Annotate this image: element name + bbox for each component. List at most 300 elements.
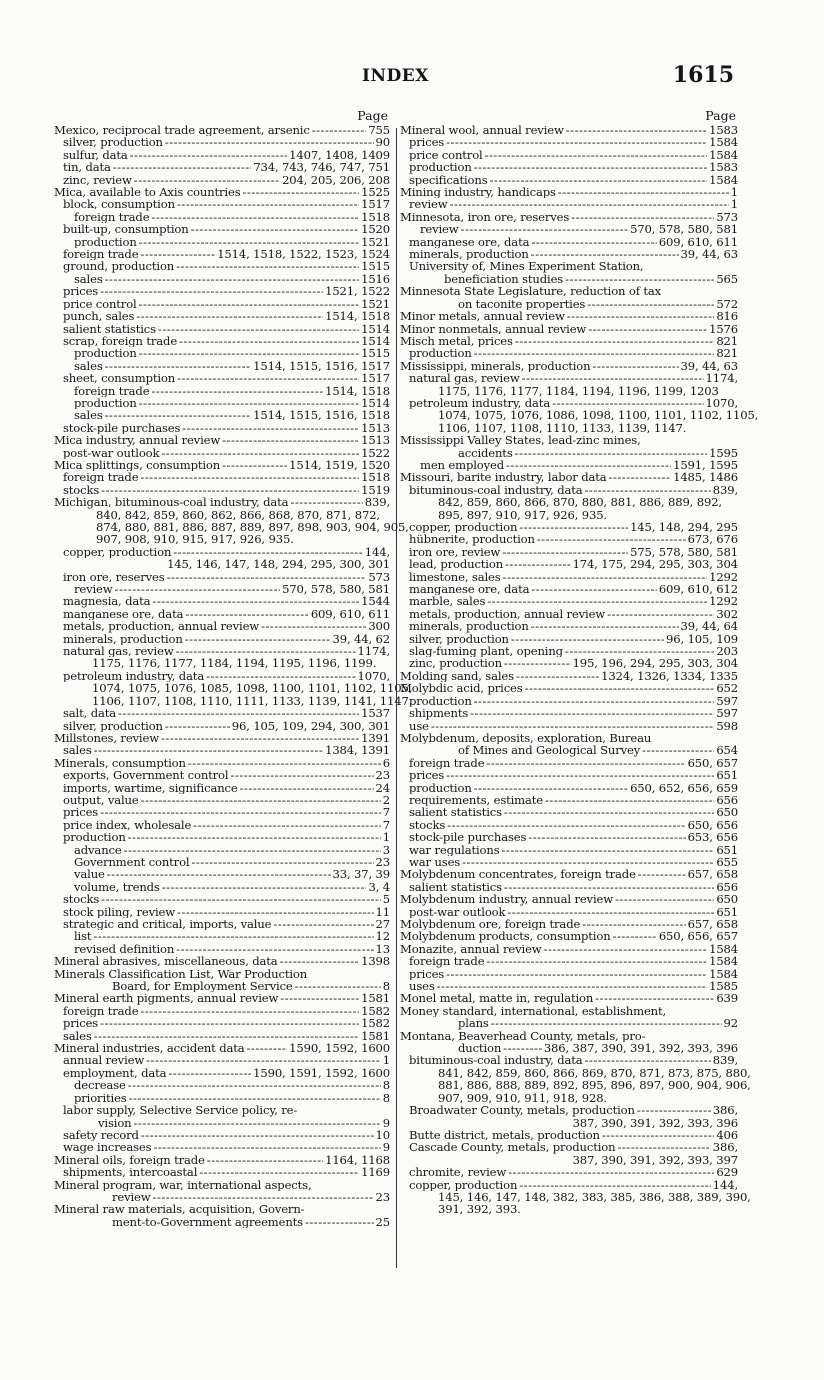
dot-leader bbox=[273, 918, 373, 930]
dot-leader bbox=[582, 918, 685, 930]
entry-pages: 24 bbox=[375, 781, 390, 794]
dot-leader bbox=[222, 459, 287, 471]
dot-leader bbox=[140, 471, 359, 483]
entry-continuation: 145, 146, 147, 148, 294, 295, 300, 301 bbox=[167, 557, 390, 572]
index-entry bbox=[400, 657, 738, 669]
index-entry bbox=[54, 223, 390, 235]
entry-term: natural gas, review bbox=[409, 372, 520, 385]
entry-continuation: 881, 886, 888, 889, 892, 895, 896, 897, 900, 904, 906, bbox=[438, 1078, 751, 1093]
dot-leader bbox=[188, 757, 381, 769]
dot-leader bbox=[531, 236, 656, 248]
index-entry bbox=[54, 161, 390, 173]
entry-pages: 755 bbox=[368, 124, 390, 137]
entry-term: Molybdenum concentrates, foreign trade bbox=[400, 868, 636, 881]
entry-term: Minnesota, iron ore, reserves bbox=[400, 210, 570, 224]
entry-term: marble, sales bbox=[409, 595, 486, 608]
dot-leader bbox=[177, 372, 359, 384]
dot-leader bbox=[247, 1042, 288, 1054]
entry-pages: 651 bbox=[716, 905, 738, 918]
index-entry bbox=[400, 459, 738, 471]
entry-pages: 1514 bbox=[361, 322, 390, 335]
dot-leader bbox=[93, 930, 373, 942]
entry-term: metals, production, annual review bbox=[409, 607, 606, 621]
dot-leader bbox=[585, 1054, 711, 1066]
dot-leader bbox=[153, 1141, 380, 1153]
entry-term: sales bbox=[63, 1029, 92, 1043]
entry-pages: 1516 bbox=[361, 272, 390, 286]
dot-leader bbox=[474, 782, 628, 794]
index-entry bbox=[400, 844, 738, 856]
entry-term: stock-pile purchases bbox=[63, 421, 181, 435]
dot-leader bbox=[134, 174, 280, 186]
index-entry bbox=[54, 1129, 390, 1141]
index-entry bbox=[54, 1042, 390, 1054]
entry-pages: 1407, 1408, 1409 bbox=[289, 148, 390, 162]
entry-term: men employed bbox=[420, 458, 505, 472]
entry-term: silver, production bbox=[63, 719, 163, 732]
entry-term: prices bbox=[409, 967, 445, 981]
entry-pages: 8 bbox=[382, 980, 390, 993]
entry-term: manganese ore, data bbox=[409, 235, 530, 249]
entry-term: Misch metal, prices bbox=[400, 334, 513, 348]
entry-term: Mississippi Valley States, lead-zinc mines, bbox=[400, 434, 641, 447]
index-entry bbox=[400, 782, 738, 794]
index-entry bbox=[54, 633, 390, 645]
entry-term: tin, data bbox=[63, 161, 111, 174]
entry-term: manganese ore, data bbox=[63, 607, 184, 621]
entry-term: Monazite, annual review bbox=[400, 942, 542, 956]
dot-leader bbox=[101, 484, 359, 496]
index-entry bbox=[400, 533, 738, 545]
dot-leader bbox=[461, 223, 629, 235]
entry-pages: 195, 196, 294, 295, 303, 304 bbox=[572, 657, 738, 670]
page-column-label: Page bbox=[705, 108, 736, 123]
entry-pages: 651 bbox=[716, 843, 738, 856]
entry-pages: 39, 44, 64 bbox=[680, 620, 738, 633]
index-entry bbox=[400, 769, 738, 781]
entry-pages: 23 bbox=[375, 1190, 390, 1204]
entry-pages: 1590, 1591, 1592, 1600 bbox=[253, 1066, 390, 1080]
entry-term: shipments, intercoastal bbox=[63, 1166, 198, 1179]
entry-term: sales bbox=[74, 409, 103, 422]
index-entry bbox=[54, 434, 390, 446]
entry-pages: 174, 175, 294, 295, 303, 304 bbox=[572, 558, 738, 571]
entry-term: production bbox=[63, 831, 126, 844]
entry-pages: 652 bbox=[716, 682, 738, 695]
dot-leader bbox=[613, 930, 657, 942]
index-entry bbox=[54, 1030, 390, 1042]
entry-term: punch, sales bbox=[63, 310, 135, 323]
entry-term: war regulations bbox=[409, 843, 500, 856]
dot-leader bbox=[525, 682, 715, 694]
index-entry bbox=[400, 906, 738, 918]
entry-pages: 406 bbox=[716, 1128, 738, 1142]
entry-continuation: 1074, 1075, 1076, 1086, 1098, 1100, 1101, 1102, 1105, bbox=[438, 408, 759, 423]
entry-term: war uses bbox=[409, 855, 461, 869]
entry-term: advance bbox=[74, 843, 122, 856]
entry-continuation: 1106, 1107, 1108, 1110, 1111, 1133, 1139, 1141, 1147. bbox=[92, 693, 413, 708]
entry-continuation: 874, 880, 881, 886, 887, 889, 897, 898, 903, 904, 905, bbox=[96, 520, 409, 534]
index-entry bbox=[54, 881, 390, 893]
entry-continuation: Board, for Employment Service bbox=[112, 980, 293, 993]
dot-leader bbox=[207, 1154, 323, 1166]
entry-term: production bbox=[409, 694, 472, 708]
index-entry bbox=[400, 968, 738, 980]
index-entry bbox=[54, 645, 390, 670]
entry-term: Mineral earth pigments, annual review bbox=[54, 992, 279, 1005]
index-entry bbox=[400, 434, 738, 459]
dot-leader bbox=[243, 186, 360, 198]
index-entry bbox=[54, 323, 390, 335]
entry-term: chromite, review bbox=[409, 1166, 507, 1179]
dot-leader bbox=[503, 571, 708, 583]
entry-pages: 839, bbox=[712, 483, 738, 497]
entry-pages: 1584 bbox=[709, 136, 738, 149]
index-entry bbox=[400, 732, 738, 757]
entry-term: annual review bbox=[63, 1054, 145, 1067]
index-entry bbox=[54, 769, 390, 781]
index-entry bbox=[54, 968, 390, 993]
dot-leader bbox=[165, 136, 374, 148]
entry-term: Minerals, consumption bbox=[54, 756, 186, 770]
index-entry bbox=[400, 372, 738, 397]
entry-pages: 7 bbox=[382, 806, 390, 819]
entry-pages: 39, 44, 63 bbox=[680, 359, 738, 373]
entry-pages: 203 bbox=[716, 645, 738, 658]
dot-leader bbox=[587, 298, 714, 310]
index-entry bbox=[54, 397, 390, 409]
index-entry bbox=[400, 161, 738, 173]
index-entry bbox=[54, 347, 390, 359]
dot-leader bbox=[642, 744, 714, 756]
entry-pages: 1518 bbox=[361, 210, 390, 224]
entry-continuation: 145, 146, 147, 148, 382, 383, 385, 386, 388, 389, 390, bbox=[438, 1189, 751, 1204]
entry-term: Mineral program, war, international aspects, bbox=[54, 1178, 312, 1191]
index-entry bbox=[54, 372, 390, 384]
index-entry bbox=[54, 422, 390, 434]
dot-leader bbox=[617, 1141, 710, 1153]
index-entry bbox=[400, 720, 738, 732]
dot-leader bbox=[609, 471, 672, 483]
entry-pages: 1576 bbox=[709, 322, 738, 335]
entry-pages: 96, 105, 109, 294, 300, 301 bbox=[231, 719, 390, 732]
entry-pages: 650, 657 bbox=[687, 756, 738, 770]
entry-pages: 5 bbox=[382, 893, 390, 906]
index-entry bbox=[54, 583, 390, 595]
index-entry bbox=[400, 1030, 738, 1055]
entry-continuation: 907, 908, 910, 915, 917, 926, 935. bbox=[96, 532, 294, 547]
index-entry bbox=[54, 335, 390, 347]
entry-pages: 1174, bbox=[357, 645, 390, 658]
entry-term: University of, Mines Experiment Station, bbox=[409, 260, 644, 273]
entry-pages: 1595 bbox=[709, 446, 738, 459]
index-entry bbox=[400, 670, 738, 682]
entry-pages: 653, 656 bbox=[687, 831, 738, 844]
entry-term: bituminous-coal industry, data bbox=[409, 483, 583, 497]
entry-term: Millstones, review bbox=[54, 731, 159, 745]
entry-continuation: beneficiation studies bbox=[444, 272, 564, 286]
dot-leader bbox=[105, 409, 252, 421]
dot-leader bbox=[474, 161, 707, 173]
dot-leader bbox=[185, 633, 331, 645]
index-entry bbox=[54, 1154, 390, 1166]
entry-term: Mineral oils, foreign trade bbox=[54, 1153, 205, 1167]
index-entry bbox=[400, 1129, 738, 1141]
dot-leader bbox=[637, 1104, 711, 1116]
entry-pages: 1584 bbox=[709, 173, 738, 187]
dot-leader bbox=[133, 1117, 380, 1129]
entry-pages: 25 bbox=[375, 1215, 390, 1229]
dot-leader bbox=[504, 657, 571, 669]
index-entry bbox=[54, 310, 390, 322]
entry-pages: 1584 bbox=[709, 942, 738, 956]
dot-leader bbox=[519, 521, 628, 533]
dot-leader bbox=[141, 794, 381, 806]
index-column-right bbox=[400, 108, 759, 1217]
index-entry bbox=[54, 1017, 390, 1029]
entry-pages: 1391 bbox=[361, 731, 390, 745]
entry-pages: 573 bbox=[368, 570, 390, 584]
index-entry bbox=[400, 608, 738, 620]
page-title: INDEX bbox=[362, 66, 429, 86]
entry-pages: 1292 bbox=[709, 570, 738, 584]
entry-term: stocks bbox=[63, 483, 100, 497]
index-entry bbox=[400, 980, 738, 992]
index-entry bbox=[54, 385, 390, 397]
entry-continuation: 840, 842, 859, 860, 862, 866, 868, 870, 871, 872, bbox=[96, 507, 380, 522]
index-entry bbox=[54, 546, 390, 571]
entry-term: limestone, sales bbox=[409, 570, 501, 584]
index-entry bbox=[54, 930, 390, 942]
index-entry bbox=[400, 893, 738, 905]
index-entry bbox=[400, 707, 738, 719]
index-entry bbox=[54, 471, 390, 483]
entry-term: minerals, production bbox=[409, 620, 529, 633]
dot-leader bbox=[565, 645, 714, 657]
dot-leader bbox=[638, 868, 686, 880]
entry-pages: 565 bbox=[716, 272, 738, 286]
entry-term: Molybdenum ore, foreign trade bbox=[400, 918, 581, 931]
index-entry bbox=[400, 806, 738, 818]
index-entry bbox=[54, 236, 390, 248]
index-entry bbox=[54, 174, 390, 186]
entry-term: sales bbox=[74, 272, 103, 286]
index-entry bbox=[54, 260, 390, 272]
entry-term: Molybdenum, deposits, exploration, Bureau bbox=[400, 731, 652, 745]
dot-leader bbox=[595, 992, 714, 1004]
entry-term: exports, Government control bbox=[63, 769, 229, 782]
dot-leader bbox=[139, 397, 359, 409]
dot-leader bbox=[487, 595, 707, 607]
dot-leader bbox=[128, 1079, 381, 1091]
entry-continuation: 391, 392, 393. bbox=[438, 1202, 521, 1217]
entry-pages: 1398 bbox=[361, 955, 390, 968]
entry-pages: 650 bbox=[716, 893, 738, 906]
entry-term: sales bbox=[63, 744, 92, 757]
index-entry bbox=[54, 1166, 390, 1178]
index-entry bbox=[54, 844, 390, 856]
dot-leader bbox=[558, 186, 729, 198]
entry-term: foreign trade bbox=[74, 210, 150, 224]
index-entry bbox=[400, 645, 738, 657]
entry-pages: 1584 bbox=[709, 148, 738, 162]
entry-pages: 1070, bbox=[357, 669, 390, 683]
index-entry bbox=[400, 943, 738, 955]
entry-pages: 1591, 1595 bbox=[673, 458, 738, 472]
index-entry bbox=[400, 757, 738, 769]
entry-pages: 13 bbox=[375, 942, 390, 956]
entry-pages: 1537 bbox=[361, 707, 390, 720]
entry-term: prices bbox=[63, 1017, 99, 1030]
entry-pages: 1324, 1326, 1334, 1335 bbox=[601, 669, 738, 683]
index-entry bbox=[400, 918, 738, 930]
index-entry bbox=[54, 1067, 390, 1079]
entry-term: silver, production bbox=[63, 136, 163, 149]
entry-term: review bbox=[74, 583, 113, 596]
entry-pages: 39, 44, 63 bbox=[680, 248, 738, 261]
entry-pages: 573 bbox=[716, 210, 738, 224]
index-entry bbox=[54, 707, 390, 719]
index-entry bbox=[54, 744, 390, 756]
entry-term: salient statistics bbox=[409, 880, 502, 894]
dot-leader bbox=[161, 447, 359, 459]
entry-term: slag-fuming plant, opening bbox=[409, 645, 563, 658]
dot-leader bbox=[280, 955, 360, 967]
dot-leader bbox=[118, 707, 359, 719]
index-entry bbox=[400, 323, 738, 335]
dot-leader bbox=[312, 124, 367, 136]
entry-pages: 570, 578, 580, 581 bbox=[282, 583, 390, 596]
entry-pages: 96, 105, 109 bbox=[666, 632, 738, 646]
index-entry bbox=[54, 409, 390, 421]
entry-term: Mineral abrasives, miscellaneous, data bbox=[54, 955, 278, 968]
entry-term: specifications bbox=[409, 173, 488, 187]
entry-pages: 1521, 1522 bbox=[325, 285, 390, 298]
entry-term: stocks bbox=[409, 818, 446, 832]
entry-pages: 1520 bbox=[361, 223, 390, 236]
dot-leader bbox=[602, 1129, 714, 1141]
entry-term: Minor metals, annual review bbox=[400, 310, 565, 323]
dot-leader bbox=[502, 546, 628, 558]
entry-term: Cascade County, metals, production bbox=[409, 1141, 616, 1154]
entry-term: Mineral raw materials, acquisition, Govern- bbox=[54, 1203, 305, 1216]
entry-pages: 9 bbox=[382, 1116, 390, 1129]
dot-leader bbox=[199, 1166, 359, 1178]
index-entry bbox=[54, 620, 390, 632]
index-entry bbox=[400, 521, 738, 533]
dot-leader bbox=[566, 124, 707, 136]
index-entry bbox=[400, 211, 738, 223]
entry-pages: 609, 610, 611 bbox=[658, 235, 738, 249]
entry-pages: 386, 387, 390, 391, 392, 393, 396 bbox=[543, 1042, 738, 1055]
entry-term: Molybdenum products, consumption bbox=[400, 930, 611, 943]
dot-leader bbox=[450, 198, 729, 210]
entry-pages: 23 bbox=[375, 855, 390, 869]
index-entry bbox=[400, 819, 738, 831]
entry-pages: 6 bbox=[382, 756, 390, 770]
dot-leader bbox=[153, 1191, 374, 1203]
dot-leader bbox=[146, 1054, 381, 1066]
index-entry bbox=[54, 1203, 390, 1228]
dot-leader bbox=[240, 782, 374, 794]
entry-pages: 1584 bbox=[709, 967, 738, 981]
index-entry bbox=[400, 335, 738, 347]
dot-leader bbox=[588, 323, 707, 335]
dot-leader bbox=[531, 583, 656, 595]
index-entry bbox=[400, 856, 738, 868]
entry-pages: 598 bbox=[716, 719, 738, 732]
entry-pages: 609, 610, 611 bbox=[310, 607, 390, 621]
dot-leader bbox=[537, 533, 686, 545]
index-entry bbox=[400, 992, 738, 1004]
entry-term: built-up, consumption bbox=[63, 223, 189, 236]
entry-term: lead, production bbox=[409, 558, 504, 571]
index-entry bbox=[400, 360, 738, 372]
dot-leader bbox=[565, 273, 714, 285]
dot-leader bbox=[280, 992, 359, 1004]
index-entry bbox=[54, 1092, 390, 1104]
entry-pages: 839, bbox=[712, 1054, 738, 1067]
entry-term: hübnerite, production bbox=[409, 533, 535, 546]
dot-leader bbox=[486, 955, 707, 967]
dot-leader bbox=[446, 136, 707, 148]
entry-continuation: 895, 897, 910, 917, 926, 935. bbox=[438, 507, 607, 522]
entry-term: sales bbox=[74, 359, 103, 373]
dot-leader bbox=[193, 819, 381, 831]
dot-leader bbox=[567, 310, 715, 322]
entry-pages: 300 bbox=[368, 620, 390, 633]
dot-leader bbox=[162, 881, 367, 893]
entry-pages: 1585 bbox=[709, 980, 738, 993]
dot-leader bbox=[176, 260, 359, 272]
dot-leader bbox=[230, 769, 373, 781]
index-entry bbox=[54, 608, 390, 620]
index-entry bbox=[400, 285, 738, 310]
entry-term: Mica industry, annual review bbox=[54, 434, 221, 447]
index-entry bbox=[400, 583, 738, 595]
dot-leader bbox=[504, 806, 714, 818]
index-entry bbox=[400, 881, 738, 893]
dot-leader bbox=[261, 620, 366, 632]
entry-pages: 1513 bbox=[361, 421, 390, 435]
entry-term: petroleum industry, data bbox=[63, 669, 205, 683]
entry-term: uses bbox=[409, 980, 435, 993]
dot-leader bbox=[507, 906, 714, 918]
entry-term: sheet, consumption bbox=[63, 372, 176, 385]
entry-pages: 1517 bbox=[361, 198, 390, 211]
entry-term: Mica splittings, consumption bbox=[54, 458, 221, 472]
entry-term: silver, production bbox=[409, 632, 509, 646]
dot-leader bbox=[179, 335, 359, 347]
index-entry bbox=[400, 1104, 738, 1129]
dot-leader bbox=[615, 893, 714, 905]
dot-leader bbox=[544, 943, 708, 955]
index-entry bbox=[54, 1079, 390, 1091]
index-entry bbox=[54, 918, 390, 930]
entry-term: copper, production bbox=[409, 1178, 518, 1191]
index-entry bbox=[400, 633, 738, 645]
entry-continuation: 842, 859, 860, 866, 870, 880, 881, 886, 889, 892, bbox=[438, 495, 722, 510]
entry-pages: 650 bbox=[716, 806, 738, 819]
entry-term: magnesia, data bbox=[63, 595, 151, 608]
dot-leader bbox=[503, 1042, 542, 1054]
dot-leader bbox=[94, 744, 323, 756]
entry-pages: 655 bbox=[716, 855, 738, 869]
entry-term: wage increases bbox=[63, 1141, 152, 1154]
entry-term: foreign trade bbox=[74, 384, 150, 397]
entry-pages: 654 bbox=[716, 744, 738, 757]
entry-pages: 1515 bbox=[361, 260, 390, 273]
